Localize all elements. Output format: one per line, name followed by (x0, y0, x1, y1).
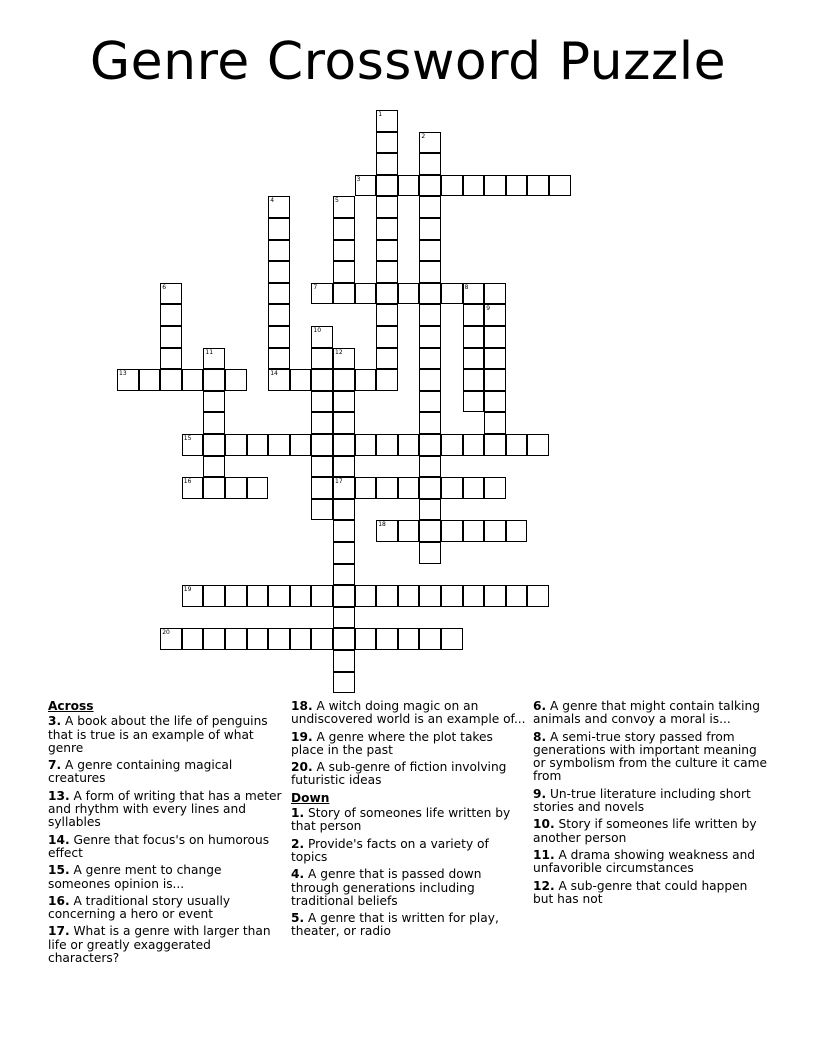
crossword-cell[interactable] (203, 585, 225, 607)
crossword-cell[interactable] (355, 175, 377, 197)
crossword-cell[interactable] (333, 628, 355, 650)
crossword-cell[interactable] (419, 585, 441, 607)
crossword-cell[interactable] (419, 520, 441, 542)
crossword-cell[interactable] (160, 369, 182, 391)
crossword-cell[interactable] (225, 585, 247, 607)
crossword-cell[interactable] (484, 585, 506, 607)
clue-text: A witch doing magic on an undiscovered world is an example of... (291, 699, 526, 727)
across-clue (48, 864, 284, 891)
crossword-cell[interactable] (463, 369, 485, 391)
crossword-cell[interactable] (398, 477, 420, 499)
crossword-cell[interactable] (419, 477, 441, 499)
crossword-cell[interactable] (527, 434, 549, 456)
cell-number: 12 (335, 348, 343, 356)
clue-text: A genre ment to change someones opinion is... (48, 863, 222, 891)
clue-text: A genre where the plot takes place in the past (291, 729, 493, 757)
cell-number: 6 (162, 283, 167, 291)
crossword-cell[interactable] (463, 477, 485, 499)
crossword-cell[interactable] (160, 348, 182, 370)
crossword-cell[interactable] (203, 391, 225, 413)
crossword-cell[interactable] (376, 304, 398, 326)
cell-number: 14 (270, 370, 278, 378)
crossword-cell[interactable] (333, 283, 355, 305)
down-clue (291, 912, 527, 939)
crossword-cell[interactable] (419, 283, 441, 305)
clue-text: Genre that focus's on humorous effect (48, 832, 270, 860)
crossword-cell[interactable] (419, 218, 441, 240)
crossword-cell[interactable] (376, 110, 398, 132)
crossword-cell[interactable] (376, 175, 398, 197)
clue-number: 14. (48, 832, 70, 847)
crossword-cell[interactable] (333, 456, 355, 478)
crossword-cell[interactable] (398, 283, 420, 305)
crossword-cell[interactable] (311, 628, 333, 650)
crossword-cell[interactable] (203, 369, 225, 391)
crossword-cell[interactable] (484, 348, 506, 370)
crossword-cell[interactable] (311, 283, 333, 305)
crossword-cell[interactable] (268, 585, 290, 607)
crossword-cell[interactable] (355, 628, 377, 650)
crossword-cell[interactable] (376, 369, 398, 391)
crossword-cell[interactable] (333, 499, 355, 521)
crossword-cell[interactable] (160, 326, 182, 348)
crossword-cell[interactable] (484, 369, 506, 391)
crossword-cell[interactable] (290, 434, 312, 456)
crossword-cell[interactable] (376, 326, 398, 348)
crossword-cell[interactable] (225, 369, 247, 391)
crossword-cell[interactable] (268, 434, 290, 456)
crossword-cell[interactable] (311, 477, 333, 499)
crossword-cell[interactable] (247, 477, 269, 499)
crossword-cell[interactable] (441, 520, 463, 542)
crossword-cell[interactable] (376, 283, 398, 305)
cell-number: 16 (183, 478, 192, 486)
crossword-cell[interactable] (376, 132, 398, 154)
down-clue (291, 868, 527, 908)
crossword-cell[interactable] (333, 240, 355, 262)
crossword-cell[interactable] (419, 240, 441, 262)
clue-number: 3. (48, 714, 62, 729)
crossword-cell[interactable] (376, 348, 398, 370)
across-clue (48, 925, 284, 965)
crossword-cell[interactable] (419, 261, 441, 283)
crossword-cell[interactable] (268, 283, 290, 305)
crossword-cell[interactable] (311, 434, 333, 456)
across-clue (48, 895, 284, 922)
crossword-cell[interactable] (268, 240, 290, 262)
cell-number: 11 (205, 348, 214, 356)
clue-number: 18. (291, 699, 313, 713)
across-clue (291, 700, 527, 727)
crossword-cell[interactable] (484, 391, 506, 413)
crossword-cell[interactable] (333, 196, 355, 218)
crossword-cell[interactable] (268, 196, 290, 218)
crossword-cell[interactable] (463, 348, 485, 370)
crossword-cell[interactable] (268, 218, 290, 240)
crossword-cell[interactable] (398, 628, 420, 650)
crossword-cell[interactable] (441, 628, 463, 650)
crossword-cell[interactable] (441, 283, 463, 305)
crossword-cell[interactable] (506, 175, 528, 197)
crossword-cell[interactable] (527, 175, 549, 197)
crossword-cell[interactable] (247, 434, 269, 456)
crossword-cell[interactable] (441, 585, 463, 607)
crossword-cell[interactable] (419, 153, 441, 175)
crossword-cell[interactable] (160, 628, 182, 650)
crossword-cell[interactable] (333, 261, 355, 283)
clue-number: 20. (291, 760, 313, 775)
crossword-cell[interactable] (203, 412, 225, 434)
crossword-cell[interactable] (311, 369, 333, 391)
crossword-cell[interactable] (419, 304, 441, 326)
crossword-cell[interactable] (506, 520, 528, 542)
down-clue (533, 788, 769, 815)
crossword-cell[interactable] (182, 628, 204, 650)
crossword-cell[interactable] (333, 542, 355, 564)
crossword-cell[interactable] (225, 628, 247, 650)
cell-number: 9 (486, 305, 491, 313)
crossword-cell[interactable] (203, 348, 225, 370)
crossword-cell[interactable] (376, 585, 398, 607)
cell-number: 17 (335, 478, 343, 486)
clue-text: Un-true literature including short stories and novels (533, 786, 751, 815)
crossword-cell[interactable] (290, 369, 312, 391)
crossword-cell[interactable] (225, 434, 247, 456)
crossword-cell[interactable] (268, 261, 290, 283)
crossword-cell[interactable] (419, 326, 441, 348)
crossword-cell[interactable] (333, 348, 355, 370)
crossword-cell[interactable] (311, 499, 333, 521)
crossword-cell[interactable] (355, 283, 377, 305)
clue-number: 12. (533, 878, 555, 893)
clue-number: 7. (48, 758, 62, 773)
across-clue (48, 715, 284, 755)
crossword-cell[interactable] (463, 175, 485, 197)
down-clue (291, 807, 527, 834)
clue-number: 1. (291, 806, 305, 821)
crossword-cell[interactable] (333, 477, 355, 499)
crossword-cell[interactable] (268, 628, 290, 650)
crossword-cell[interactable] (117, 369, 139, 391)
crossword-cell[interactable] (419, 628, 441, 650)
cell-number: 2 (421, 132, 426, 140)
cell-number: 3 (356, 175, 361, 183)
crossword-cell[interactable] (333, 585, 355, 607)
crossword-cell[interactable] (333, 434, 355, 456)
crossword-cell[interactable] (484, 477, 506, 499)
crossword-cell[interactable] (333, 607, 355, 629)
crossword-cell[interactable] (441, 434, 463, 456)
crossword-cell[interactable] (203, 456, 225, 478)
cell-number: 19 (183, 586, 192, 594)
clue-text: Provide's facts on a variety of topics (291, 836, 489, 864)
clue-text: A sub-genre that could happen but has not (533, 878, 748, 906)
cell-number: 10 (313, 327, 322, 334)
clue-column-1 (48, 700, 284, 969)
clue-number: 11. (533, 847, 555, 862)
crossword-cell[interactable] (247, 585, 269, 607)
cell-number: 4 (270, 197, 275, 205)
crossword-cell[interactable] (419, 132, 441, 154)
crossword-cell[interactable] (484, 412, 506, 434)
clue-text: A traditional story usually concerning a hero or event (48, 893, 231, 922)
clue-number: 15. (48, 863, 70, 878)
crossword-cell[interactable] (376, 218, 398, 240)
clue-number: 6. (533, 699, 547, 713)
clue-number: 9. (533, 786, 547, 801)
clue-text: A sub-genre of fiction involving futuristic ideas (291, 760, 507, 788)
clue-number: 13. (48, 788, 70, 803)
crossword-cell[interactable] (333, 564, 355, 586)
crossword-cell[interactable] (484, 520, 506, 542)
clue-column-2 (291, 700, 527, 943)
crossword-cell[interactable] (333, 412, 355, 434)
crossword-cell[interactable] (203, 434, 225, 456)
clue-text: A semi-true story passed from generations with important meaning or symbolism from the culture it came from (533, 729, 767, 784)
down-heading: Down (291, 790, 330, 805)
crossword-cell[interactable] (268, 369, 290, 391)
crossword-cell[interactable] (225, 477, 247, 499)
down-clue (533, 731, 769, 784)
page-title: Genre Crossword Puzzle (89, 32, 727, 92)
crossword-cell[interactable] (139, 369, 161, 391)
cell-number: 20 (162, 629, 170, 637)
clue-column-3 (533, 700, 769, 910)
crossword-cell[interactable] (355, 434, 377, 456)
crossword-cell[interactable] (311, 456, 333, 478)
clue-text: A genre that is written for play, theater, or radio (291, 911, 499, 939)
crossword-cell[interactable] (355, 369, 377, 391)
crossword-cell[interactable] (398, 520, 420, 542)
crossword-cell[interactable] (484, 175, 506, 197)
crossword-cell[interactable] (484, 304, 506, 326)
crossword-cell[interactable] (484, 434, 506, 456)
crossword-cell[interactable] (441, 477, 463, 499)
crossword-cell[interactable] (333, 391, 355, 413)
crossword-cell[interactable] (333, 672, 355, 694)
clue-text: A genre containing magical creatures (48, 758, 233, 786)
crossword-cell[interactable] (506, 585, 528, 607)
crossword-cell[interactable] (398, 434, 420, 456)
crossword-cell[interactable] (376, 153, 398, 175)
crossword-cell[interactable] (333, 369, 355, 391)
clue-text: Story of someones life written by that person (291, 806, 511, 834)
crossword-cell[interactable] (311, 391, 333, 413)
clue-text: A genre that is passed down through generations including traditional beliefs (291, 867, 482, 908)
clue-text: A book about the life of penguins that is true is an example of what genre (48, 714, 268, 755)
crossword-cell[interactable] (247, 628, 269, 650)
crossword-cell[interactable] (333, 520, 355, 542)
clue-number: 17. (48, 924, 70, 939)
clue-number: 19. (291, 729, 313, 744)
clue-text: What is a genre with larger than life or greatly exaggerated characters? (48, 924, 271, 966)
crossword-cell[interactable] (376, 628, 398, 650)
clue-number: 2. (291, 836, 305, 851)
crossword-cell[interactable] (376, 520, 398, 542)
clue-text: Story if someones life written by another person (533, 817, 757, 845)
crossword-cell[interactable] (463, 326, 485, 348)
clue-number: 5. (291, 911, 305, 926)
crossword-cell[interactable] (376, 196, 398, 218)
crossword-cell[interactable] (355, 585, 377, 607)
crossword-cell[interactable] (463, 585, 485, 607)
across-clue (48, 759, 284, 786)
across-clue (48, 834, 284, 861)
clue-text: A form of writing that has a meter and rhythm with every lines and syllables (48, 788, 282, 830)
crossword-cell[interactable] (182, 434, 204, 456)
crossword-cell[interactable] (419, 369, 441, 391)
crossword-cell[interactable] (484, 283, 506, 305)
crossword-cell[interactable] (376, 434, 398, 456)
cell-number: 13 (119, 370, 127, 378)
crossword-cell[interactable] (419, 196, 441, 218)
crossword-cell[interactable] (376, 477, 398, 499)
crossword-cell[interactable] (311, 348, 333, 370)
crossword-cell[interactable] (268, 304, 290, 326)
crossword-cell[interactable] (419, 456, 441, 478)
crossword-cell[interactable] (419, 412, 441, 434)
crossword-cell[interactable] (311, 412, 333, 434)
crossword-cell[interactable] (398, 175, 420, 197)
crossword-cell[interactable] (419, 499, 441, 521)
clue-text: A drama showing weakness and unfavorible circumstances (533, 847, 756, 876)
crossword-cell[interactable] (506, 434, 528, 456)
crossword-cell[interactable] (376, 261, 398, 283)
cell-number: 1 (378, 111, 383, 118)
down-clue (291, 838, 527, 865)
cell-number: 18 (378, 521, 386, 529)
crossword-cell[interactable] (463, 391, 485, 413)
down-clue (533, 880, 769, 907)
across-clue (291, 731, 527, 758)
crossword-cell[interactable] (182, 369, 204, 391)
crossword-cell[interactable] (419, 542, 441, 564)
crossword-cell[interactable] (463, 434, 485, 456)
crossword-cell[interactable] (290, 585, 312, 607)
crossword-cell[interactable] (441, 175, 463, 197)
crossword-cell[interactable] (160, 283, 182, 305)
crossword-cell[interactable] (333, 218, 355, 240)
down-clue (533, 700, 769, 727)
crossword-cell[interactable] (463, 304, 485, 326)
crossword-cell[interactable] (333, 650, 355, 672)
crossword-cell[interactable] (290, 628, 312, 650)
down-clue (533, 849, 769, 876)
crossword-cell[interactable] (311, 585, 333, 607)
crossword-cell[interactable] (484, 326, 506, 348)
crossword-cell[interactable] (419, 175, 441, 197)
crossword-cell[interactable] (268, 326, 290, 348)
cell-number: 8 (464, 283, 469, 291)
crossword-cell[interactable] (419, 434, 441, 456)
clue-number: 10. (533, 817, 555, 832)
cell-number: 5 (335, 197, 339, 205)
crossword-cell[interactable] (182, 585, 204, 607)
across-clue (48, 790, 284, 830)
crossword-cell[interactable] (355, 477, 377, 499)
crossword-cell[interactable] (463, 283, 485, 305)
crossword-cell[interactable] (376, 240, 398, 262)
across-clue (291, 761, 527, 788)
crossword-cell[interactable] (463, 520, 485, 542)
crossword-cell[interactable] (311, 326, 333, 348)
across-heading: Across (48, 699, 94, 713)
clue-text: A genre that might contain talking animals and convoy a moral is... (533, 699, 760, 727)
cell-number: 15 (183, 435, 192, 442)
crossword-cell[interactable] (549, 175, 571, 197)
clue-number: 16. (48, 893, 70, 908)
crossword-cell[interactable] (203, 477, 225, 499)
clue-number: 8. (533, 729, 547, 744)
crossword-cell[interactable] (203, 628, 225, 650)
crossword-cell[interactable] (160, 304, 182, 326)
crossword-cell[interactable] (419, 348, 441, 370)
crossword-cell[interactable] (182, 477, 204, 499)
down-clue (533, 818, 769, 845)
cell-number: 7 (313, 283, 318, 291)
crossword-cell[interactable] (419, 391, 441, 413)
crossword-cell[interactable] (268, 348, 290, 370)
clue-number: 4. (291, 867, 305, 882)
crossword-cell[interactable] (527, 585, 549, 607)
crossword-cell[interactable] (398, 585, 420, 607)
